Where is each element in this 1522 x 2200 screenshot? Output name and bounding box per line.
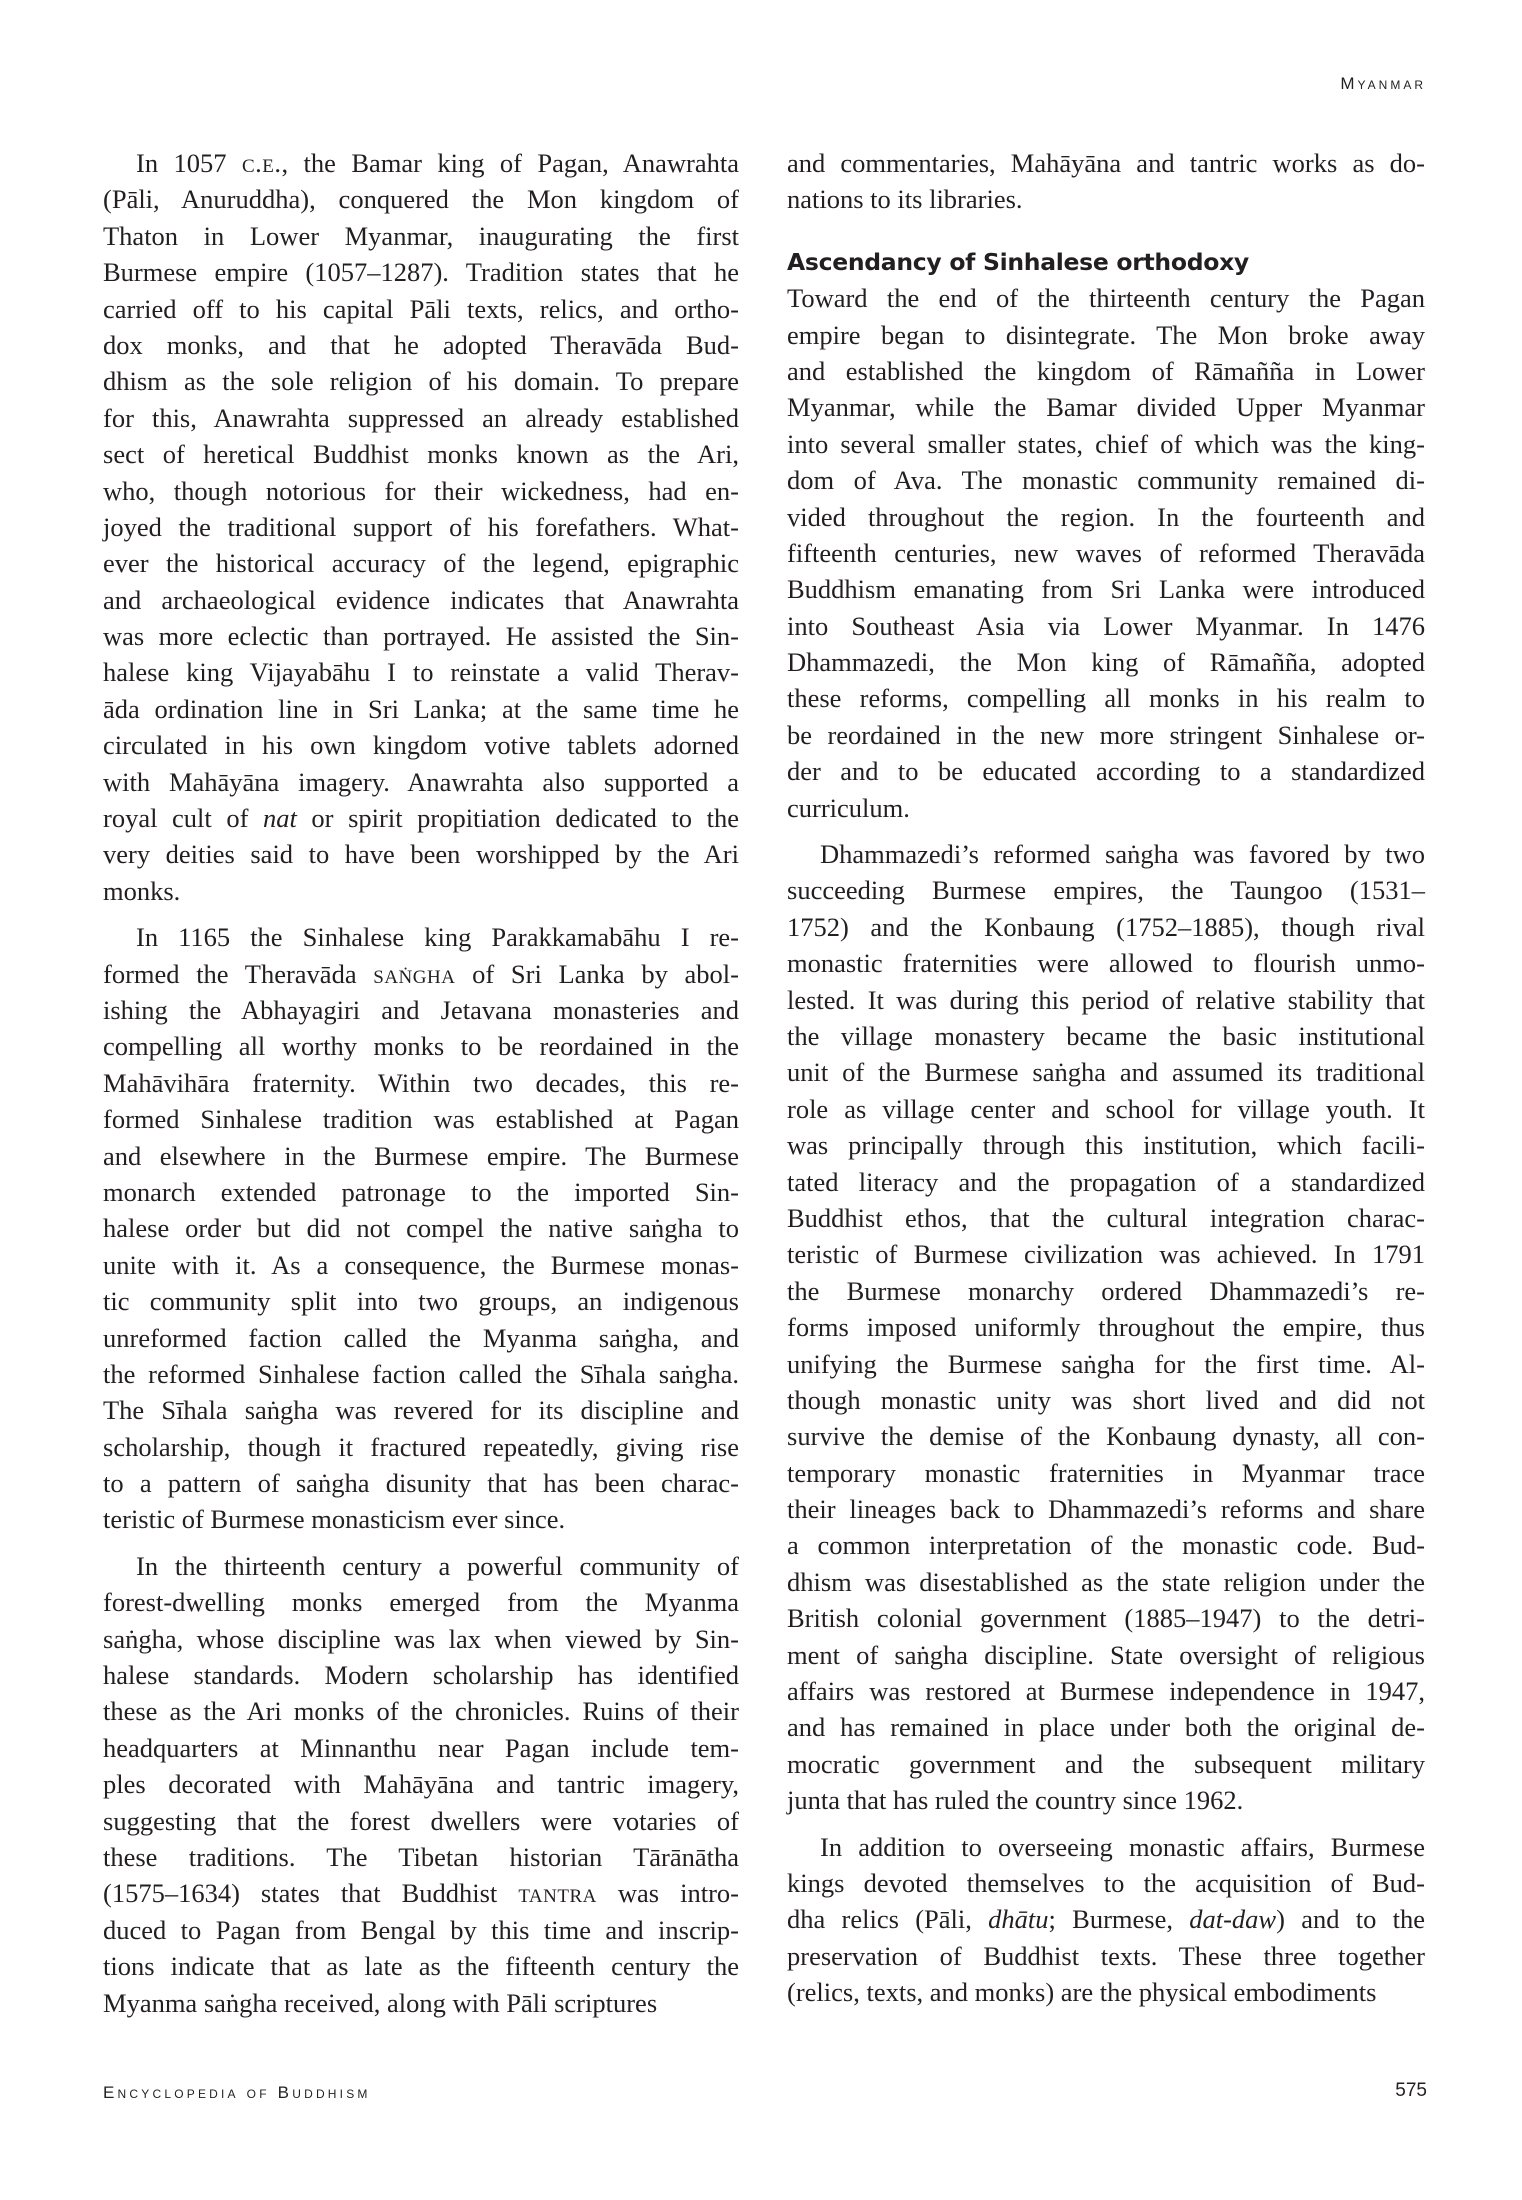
text-line: der and to be educated according to a standardized: [787, 756, 1425, 787]
text-line: ment of saṅgha discipline. State oversight of religious: [787, 1639, 1425, 1670]
text-line: these as the Ari monks of the chronicles. Ruins of their: [103, 1696, 739, 1727]
text-line: teristic of Burmese civilization was achieved. In 1791: [787, 1239, 1425, 1270]
paragraph-gap: [787, 826, 1425, 836]
text-line: tated literacy and the propagation of a standardized: [787, 1166, 1425, 1197]
text-line: unreformed faction called the Myanma saṅgha, and: [103, 1322, 739, 1353]
text-line: duced to Pagan from Bengal by this time and inscrip-: [103, 1914, 739, 1945]
text-line: formed Sinhalese tradition was established at Pagan: [103, 1104, 739, 1135]
text-line: āda ordination line in Sri Lanka; at the same time he: [103, 693, 739, 724]
text-line: who, though notorious for their wickedness, had en-: [103, 475, 739, 506]
text-line: unite with it. As a consequence, the Burmese monas-: [103, 1249, 739, 1280]
text-line: tic community split into two groups, an indigenous: [103, 1286, 739, 1317]
right-column: [787, 145, 1425, 2011]
text-line: the village monastery became the basic institutional: [787, 1020, 1425, 1051]
small-caps-term: c.e.: [241, 148, 282, 178]
text-line: fifteenth centuries, new waves of reformed Theravāda: [787, 537, 1425, 568]
text-line: into Southeast Asia via Lower Myanmar. In 1476: [787, 610, 1425, 641]
text-line: these traditions. The Tibetan historian Tārānātha: [103, 1841, 739, 1872]
text-line: dha relics (Pāli, dhātu; Burmese, dat-daw) and to the: [787, 1904, 1426, 1935]
text-line: tions indicate that as late as the fifteenth century the: [103, 1951, 739, 1982]
footer-title: Encyclopedia of Buddhism: [103, 2083, 371, 2102]
paragraph-gap: [787, 1819, 1425, 1829]
text-line: British colonial government (1885–1947) to the detri-: [787, 1603, 1425, 1634]
small-caps-term: saṅgha: [373, 958, 456, 989]
text-line: monks.: [103, 875, 181, 906]
text-line: empire began to disintegrate. The Mon broke away: [787, 319, 1425, 350]
text-line: to a pattern of saṅgha disunity that has been charac-: [103, 1468, 739, 1499]
text-line: dom of Ava. The monastic community remained di-: [787, 465, 1425, 496]
text-line: Buddhist ethos, that the cultural integration charac-: [787, 1202, 1425, 1233]
text-line: (1575–1634) states that Buddhist tantra was intro-: [103, 1878, 739, 1909]
text-line: though monastic unity was short lived and did not: [787, 1384, 1425, 1415]
text-line: dhism was disestablished as the state religion under the: [787, 1566, 1425, 1597]
text-line: these reforms, compelling all monks in his realm to: [787, 683, 1425, 714]
text-line: survive the demise of the Konbaung dynasty, all con-: [787, 1421, 1425, 1452]
text-line: monarch extended patronage to the imported Sin-: [103, 1176, 739, 1207]
text-line: lested. It was during this period of relative stability that: [787, 984, 1425, 1015]
text-line: scholarship, though it fractured repeatedly, giving rise: [103, 1431, 739, 1462]
text-line: saṅgha, whose discipline was lax when viewed by Sin-: [103, 1623, 739, 1654]
text-line: dox monks, and that he adopted Theravāda Bud-: [103, 329, 739, 360]
page-number: 575: [1395, 2080, 1427, 2101]
paragraph: [787, 280, 1425, 826]
text-line: mocratic government and the subsequent military: [787, 1748, 1425, 1779]
text-line: Myanma saṅgha received, along with Pāli scriptures: [103, 1987, 658, 2018]
italic-term: dhātu: [988, 1904, 1049, 1935]
text-line: (Pāli, Anuruddha), conquered the Mon kingdom of: [103, 184, 739, 215]
text-line: was more eclectic than portrayed. He assisted the Sin-: [103, 621, 739, 652]
text-line: affairs was restored at Burmese independence in 1947,: [787, 1676, 1425, 1707]
text-line: sect of heretical Buddhist monks known as the Ari,: [103, 439, 739, 470]
paragraph: [787, 1829, 1425, 2011]
text-line: kings devoted themselves to the acquisition of Bud-: [787, 1867, 1425, 1898]
text-line: forest-dwelling monks emerged from the Myanma: [103, 1587, 739, 1618]
continued-paragraph: [787, 145, 1425, 218]
text-line: into several smaller states, chief of which was the king-: [787, 428, 1425, 459]
text-line: Toward the end of the thirteenth century the Pagan: [787, 283, 1425, 314]
text-line: be reordained in the new more stringent Sinhalese or-: [787, 719, 1425, 750]
heading-gap: [787, 218, 1425, 244]
text-line: and archaeological evidence indicates that Anawrahta: [103, 584, 739, 615]
text-line: compelling all worthy monks to be reordained in the: [103, 1031, 739, 1062]
text-line: role as village center and school for village youth. It: [787, 1093, 1425, 1124]
text-line: the Burmese monarchy ordered Dhammazedi’s re-: [787, 1275, 1425, 1306]
text-line: and has remained in place under both the original de-: [787, 1712, 1425, 1743]
text-line: with Mahāyāna imagery. Anawrahta also supported a: [103, 766, 739, 797]
text-line: royal cult of nat or spirit propitiation dedicated to the: [103, 803, 739, 834]
text-line: halese order but did not compel the native saṅgha to: [103, 1213, 739, 1244]
text-line: carried off to his capital Pāli texts, relics, and ortho-: [103, 293, 739, 324]
paragraph: [103, 1548, 739, 2021]
text-line: suggesting that the forest dwellers were votaries of: [103, 1805, 739, 1836]
text-line: teristic of Burmese monasticism ever since.: [103, 1504, 566, 1535]
italic-term: nat: [262, 803, 297, 834]
text-line: Myanmar, while the Bamar divided Upper Myanmar: [787, 392, 1425, 423]
text-line: The Sīhala saṅgha was revered for its discipline and: [103, 1395, 739, 1426]
section-heading: Ascendancy of Sinhalese orthodoxy: [787, 247, 1249, 276]
text-line: forms imposed uniformly throughout the empire, thus: [787, 1312, 1425, 1343]
text-line: Mahāvihāra fraternity. Within two decades, this re-: [103, 1067, 739, 1098]
text-line: a common interpretation of the monastic code. Bud-: [787, 1530, 1425, 1561]
text-line: 1752) and the Konbaung (1752–1885), though rival: [787, 911, 1425, 942]
text-line: Burmese empire (1057–1287). Tradition states that he: [103, 257, 739, 288]
italic-term: dat-daw: [1189, 1904, 1277, 1935]
text-line: In the thirteenth century a powerful community of: [136, 1550, 739, 1581]
text-line: and established the kingdom of Rāmañña in Lower: [787, 355, 1425, 386]
text-line: junta that has ruled the country since 1962.: [787, 1785, 1244, 1816]
text-line: for this, Anawrahta suppressed an already established: [103, 402, 739, 433]
text-line: preservation of Buddhist texts. These three together: [787, 1940, 1425, 1971]
paragraph: [103, 145, 739, 909]
text-line: and elsewhere in the Burmese empire. The Burmese: [103, 1140, 739, 1171]
text-line: Dhammazedi’s reformed saṅgha was favored by two: [820, 839, 1425, 870]
text-line: ishing the Abhayagiri and Jetavana monasteries and: [103, 994, 739, 1025]
text-line: their lineages back to Dhammazedi’s reforms and share: [787, 1494, 1425, 1525]
text-line: formed the Theravāda saṅgha of Sri Lanka by abol-: [103, 958, 739, 989]
text-line: (relics, texts, and monks) are the physical embodiments: [787, 1977, 1377, 2008]
paragraph-gap: [103, 909, 739, 919]
text-line: very deities said to have been worshipped by the Ari: [103, 839, 739, 870]
small-caps-term: tantra: [518, 1878, 597, 1909]
text-line: dhism as the sole religion of his domain. To prepare: [103, 366, 739, 397]
text-line: curriculum.: [787, 792, 910, 823]
text-line: vided throughout the region. In the fourteenth and: [787, 501, 1425, 532]
text-line: monastic fraternities were allowed to flourish unmo-: [787, 948, 1425, 979]
text-line: ever the historical accuracy of the legend, epigraphic: [103, 548, 739, 579]
text-line: Thaton in Lower Myanmar, inaugurating the first: [103, 220, 739, 251]
text-line: halese king Vijayabāhu I to reinstate a valid Therav-: [103, 657, 739, 688]
text-line: joyed the traditional support of his forefathers. What-: [103, 511, 739, 542]
paragraph-gap: [103, 1538, 739, 1548]
text-line: unifying the Burmese saṅgha for the first time. Al-: [787, 1348, 1425, 1379]
running-head: Myanmar: [1340, 74, 1426, 93]
paragraph: [103, 919, 739, 1538]
text-line: temporary monastic fraternities in Myanmar trace: [787, 1457, 1425, 1488]
paragraph: [787, 836, 1425, 1819]
text-line: was principally through this institution, which facili-: [787, 1130, 1425, 1161]
text-line: ples decorated with Mahāyāna and tantric imagery,: [103, 1769, 739, 1800]
text-line: unit of the Burmese saṅgha and assumed its traditional: [787, 1057, 1425, 1088]
text-line: Dhammazedi, the Mon king of Rāmañña, adopted: [787, 647, 1425, 678]
left-column: [103, 145, 739, 2021]
text-line: and commentaries, Mahāyāna and tantric works as do-: [787, 148, 1425, 178]
text-line: In 1165 the Sinhalese king Parakkamabāhu I re-: [136, 922, 739, 953]
text-line: circulated in his own kingdom votive tablets adorned: [103, 730, 739, 761]
text-line: nations to its libraries.: [787, 184, 1023, 215]
text-line: Buddhism emanating from Sri Lanka were introduced: [787, 574, 1425, 605]
text-line: In 1057 c.e., the Bamar king of Pagan, Anawrahta: [136, 148, 740, 178]
text-line: succeeding Burmese empires, the Taungoo (1531–: [787, 875, 1425, 906]
text-line: In addition to overseeing monastic affairs, Burmese: [820, 1831, 1425, 1862]
text-line: the reformed Sinhalese faction called the Sīhala saṅgha.: [103, 1358, 739, 1389]
text-line: headquarters at Minnanthu near Pagan include tem-: [103, 1732, 739, 1763]
text-line: halese standards. Modern scholarship has identified: [103, 1660, 739, 1691]
